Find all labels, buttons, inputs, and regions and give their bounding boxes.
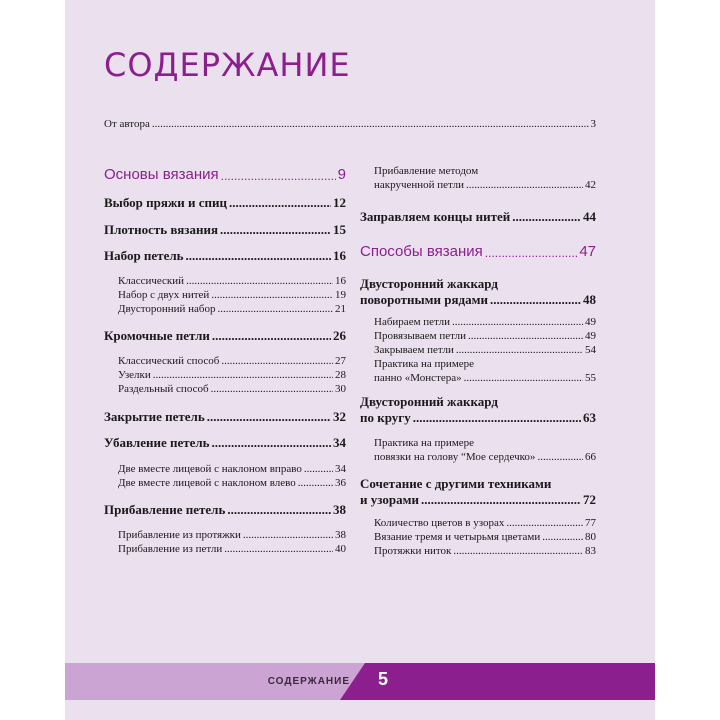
toc-entry-decrease: Убавление петель ..... 34 xyxy=(104,435,346,451)
toc-entry-bind-off: Закрытие петель ..... 32 xyxy=(104,409,346,425)
toc-subentry: Прибавление из петли ..... 40 xyxy=(104,542,346,556)
toc-section-basics: Основы вязания ..... 9 xyxy=(104,166,346,183)
toc-entry-increase: Прибавление петель ..... 38 xyxy=(104,502,346,518)
toc-subentry: Классический ..... 16 xyxy=(104,274,346,288)
toc-sublist-increase xyxy=(104,528,346,556)
page-title: СОДЕРЖАНИЕ xyxy=(104,46,351,84)
toc-subentry: Две вместе лицевой с наклоном вправо ..... 34 xyxy=(104,462,346,476)
toc-subentry: Узелки ..... 28 xyxy=(104,368,346,382)
toc-sublist-edge xyxy=(104,354,346,396)
toc-subentry: Двусторонний набор ..... 21 xyxy=(104,302,346,316)
toc-subentry-practice: Практика на примере повязки на голову “Мое сердечко» ..... 66 xyxy=(360,436,596,464)
toc-subentry: Набор с двух нитей ..... 19 xyxy=(104,288,346,302)
toc-entry-author: От автора ..... 3 xyxy=(104,118,596,130)
toc-sublist-combination xyxy=(360,516,596,558)
toc-entry-density: Плотность вязания ..... 15 xyxy=(104,222,346,238)
toc-subentry: Провязываем петли ..... 49 xyxy=(360,329,596,343)
toc-sublist-cast-on xyxy=(104,274,346,316)
toc-section-methods: Способы вязания ..... 47 xyxy=(360,243,596,260)
toc-entry-ends: Заправляем концы нитей ..... 44 xyxy=(360,209,596,225)
toc-entry-edge: Кромочные петли ..... 26 xyxy=(104,328,346,344)
toc-entry-cast-on: Набор петель ..... 16 xyxy=(104,248,346,264)
toc-subentry-practice: Практика на примере панно «Монстера» ..... 55 xyxy=(360,357,596,385)
toc-subentry: Вязание тремя и четырьмя цветами ..... 80 xyxy=(360,530,596,544)
toc-entry-jacquard-round: Двусторонний жаккард по кругу ..... 63 xyxy=(360,394,596,426)
toc-subentry: Две вместе лицевой с наклоном влево ..... 36 xyxy=(104,476,346,490)
toc-sublist-jacquard-rows xyxy=(360,315,596,385)
toc-sublist-decrease xyxy=(104,462,346,490)
footer-bar xyxy=(65,663,655,700)
toc-subentry: Раздельный способ ..... 30 xyxy=(104,382,346,396)
toc-subentry: Набираем петли ..... 49 xyxy=(360,315,596,329)
page-number: 5 xyxy=(378,669,389,689)
toc-left-column xyxy=(104,0,346,720)
toc-entry-combination: Сочетание с другими техниками и узорами ..... 72 xyxy=(360,476,596,508)
toc-subentry-loop-increase: Прибавление методом накрученной петли ..... 42 xyxy=(360,164,596,192)
toc-subentry: Количество цветов в узорах ..... 77 xyxy=(360,516,596,530)
toc-subentry: Прибавление из протяжки ..... 38 xyxy=(104,528,346,542)
toc-subentry: Классический способ ..... 27 xyxy=(104,354,346,368)
toc-right-column xyxy=(360,0,596,720)
footer-section-label: СОДЕРЖАНИЕ xyxy=(267,676,350,687)
toc-subentry: Протяжки ниток ..... 83 xyxy=(360,544,596,558)
toc-entry-jacquard-rows: Двусторонний жаккард поворотными рядами ..... 48 xyxy=(360,276,596,308)
toc-entry-yarn: Выбор пряжи и спиц ..... 12 xyxy=(104,195,346,211)
toc-sublist-jacquard-round xyxy=(360,436,596,464)
toc-subentry: Закрываем петли ..... 54 xyxy=(360,343,596,357)
